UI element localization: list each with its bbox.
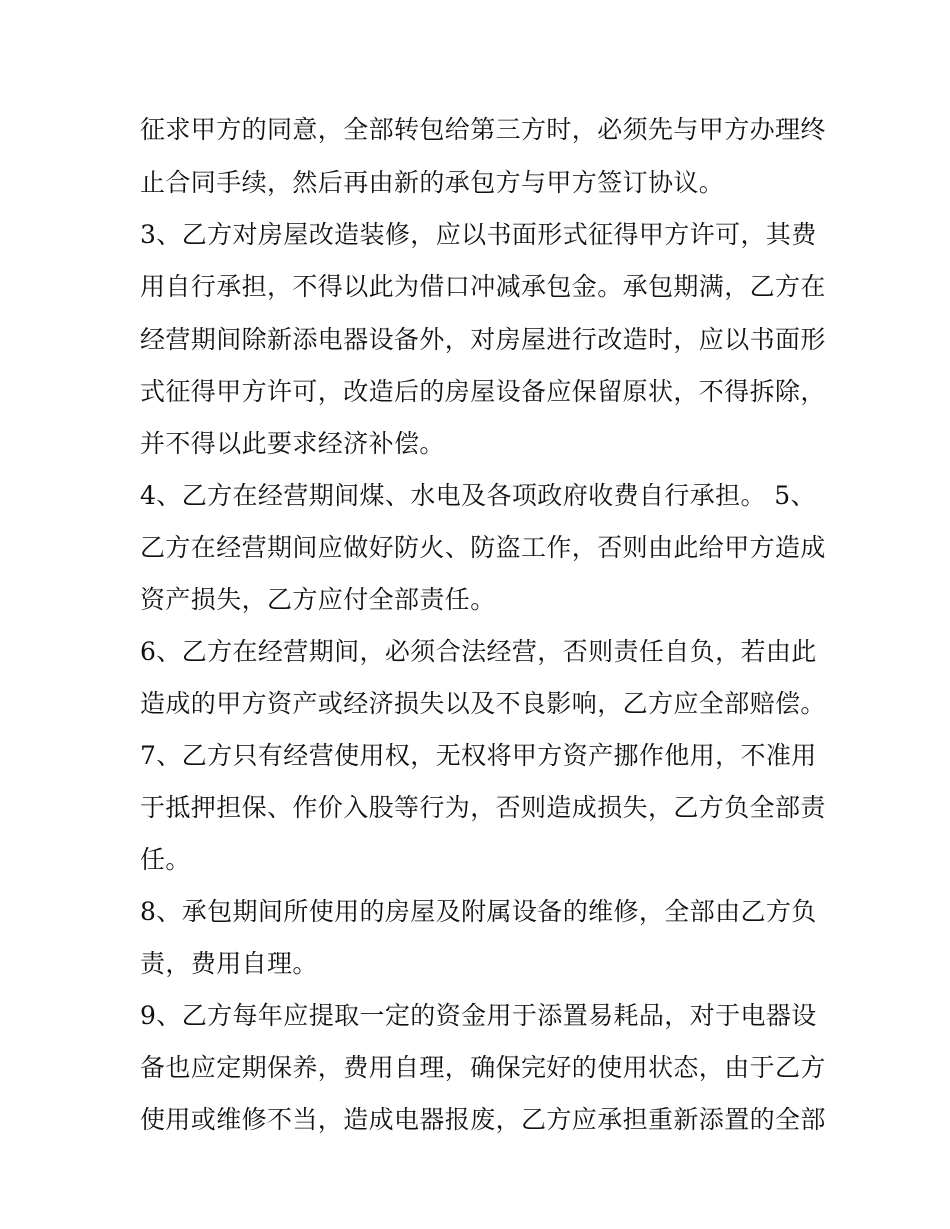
text-line: 用自行承担，不得以此为借口冲减承包金。承包期满，乙方在 [140,272,826,301]
text-line: 6、乙方在经营期间，必须合法经营，否则责任自负，若由此 [140,637,817,666]
text-line: 资产损失，乙方应付全部责任。 [140,585,496,614]
text-line: 乙方在经营期间应做好防火、防盗工作，否则由此给甲方造成 [140,533,826,562]
text-line: 3、乙方对房屋改造装修，应以书面形式征得甲方许可，其费 [140,220,817,249]
text-line: 4、乙方在经营期间煤、水电及各项政府收费自行承担。 5、 [140,481,816,510]
text-line: 8、承包期间所使用的房屋及附属设备的维修，全部由乙方负 [140,897,817,926]
text-line: 式征得甲方许可，改造后的房屋设备应保留原状，不得拆除， [140,377,826,406]
text-line: 使用或维修不当，造成电器报废，乙方应承担重新添置的全部 [140,1105,826,1134]
text-line: 止合同手续，然后再由新的承包方与甲方签订协议。 [140,168,725,197]
text-line: 备也应定期保养，费用自理，确保完好的使用状态，由于乙方 [140,1053,826,1082]
text-line: 经营期间除新添电器设备外，对房屋进行改造时，应以书面形 [140,325,826,354]
text-line: 于抵押担保、作价入股等行为，否则造成损失，乙方负全部责 [140,793,826,822]
text-line: 并不得以此要求经济补偿。 [140,429,445,458]
text-line: 7、乙方只有经营使用权，无权将甲方资产挪作他用，不准用 [140,741,817,770]
text-line: 9、乙方每年应提取一定的资金用于添置易耗品，对于电器设 [140,1001,817,1030]
text-line: 任。 [140,845,191,874]
text-line: 征求甲方的同意，全部转包给第三方时，必须先与甲方办理终 [140,115,826,144]
text-line: 责，费用自理。 [140,949,318,978]
text-line: 造成的甲方资产或经济损失以及不良影响，乙方应全部赔偿。 [140,689,826,718]
